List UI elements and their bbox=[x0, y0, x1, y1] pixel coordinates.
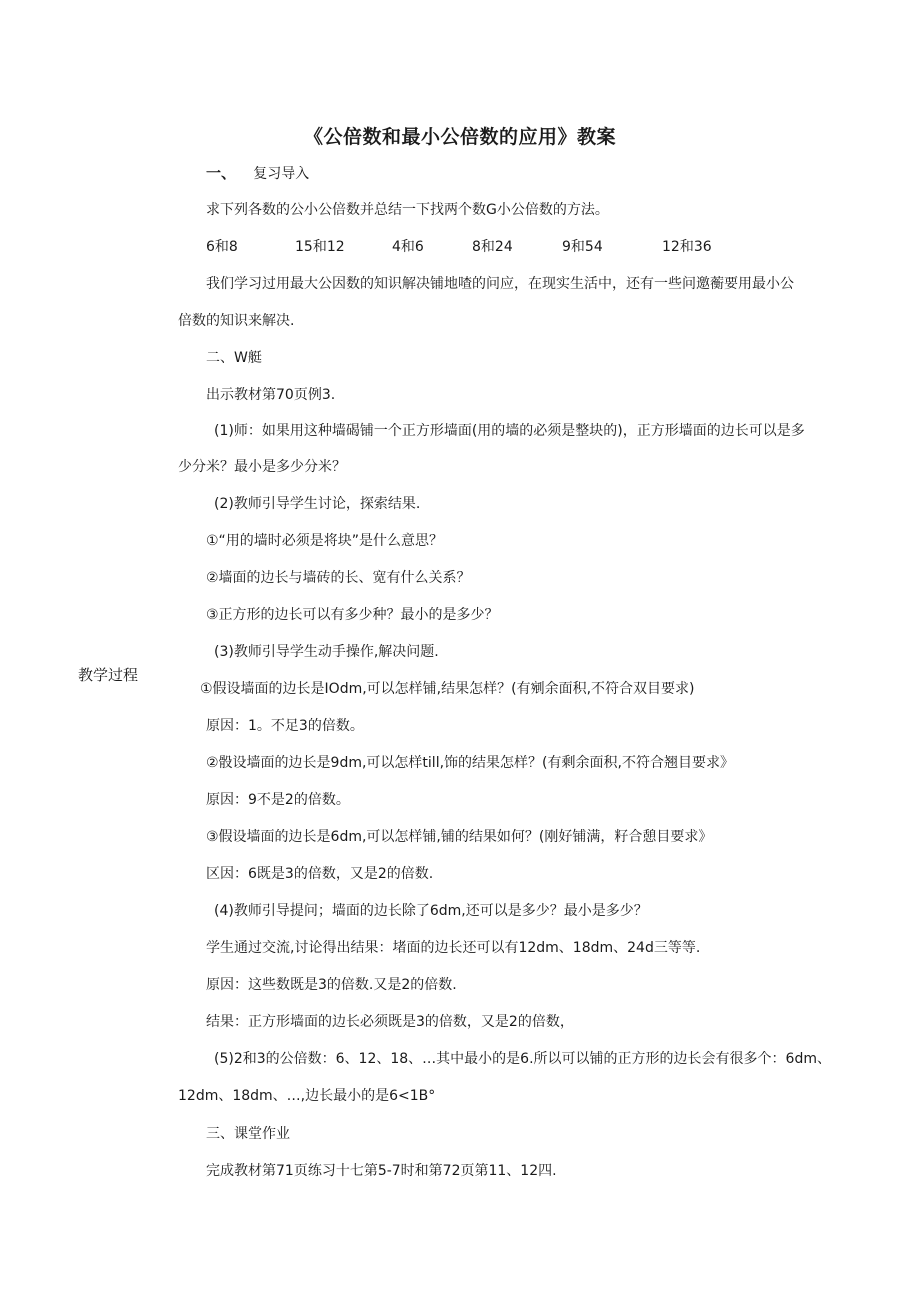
number-pair: 6和8 bbox=[206, 239, 238, 255]
reason-4: 原因：这些数既是3的倍数.又是2的倍数. bbox=[206, 977, 457, 993]
student-discussion: 学生通过交流,讨论得出结果：堵面的边长还可以有12dm、18dm、24d三等等. bbox=[206, 940, 701, 956]
discussion-point: ③正方形的边长可以有多少种？最小的是多少？ bbox=[206, 607, 499, 623]
section-1-number: 一、 bbox=[206, 164, 237, 182]
number-pair: 8和24 bbox=[472, 239, 513, 255]
question-5-line: 12dm、18dm、…,边长最小的是6<1B° bbox=[178, 1088, 436, 1104]
question-3: (3)教师引导学生动手操作,解决问题. bbox=[214, 644, 439, 660]
number-pair: 9和54 bbox=[562, 239, 603, 255]
assumption-2: ②骰设墙面的边长是9dm,可以怎样till,饰的结果怎样？(有剩余面积,不符合翘目要求》 bbox=[206, 755, 734, 771]
section-1-title: 复习导入 bbox=[253, 166, 310, 182]
question-1-line: 少分米？最小是多少分米？ bbox=[178, 459, 346, 475]
side-label-teaching-process: 教学过程 bbox=[78, 666, 139, 684]
reason-3: 区因：6既是3的倍数，又是2的倍数. bbox=[206, 866, 434, 882]
reason-2: 原因：9不是2的倍数。 bbox=[206, 792, 350, 808]
document-title: 《公倍数和最小公倍数的应用》教案 bbox=[303, 126, 616, 148]
section-3-text: 完成教材第71页练习十七第5-7时和第72页第11、12四. bbox=[206, 1163, 557, 1179]
section-2-heading: 二、W艇 bbox=[206, 350, 262, 366]
discussion-point: ②墙面的边长与墙砖的长、宽有什么关系？ bbox=[206, 570, 471, 586]
question-5-line: (5)2和3的公倍数：6、12、18、…其中最小的是6.所以可以铺的正方形的边长会有很多个：6dm、 bbox=[214, 1051, 831, 1067]
assumption-3: ③假设墙面的边长是6dm,可以怎样铺,铺的结果如何？(刚好铺满，籽合憩目要求》 bbox=[206, 829, 713, 845]
section-1-intro: 求下列各数的公小公倍数并总结一下找两个数G小公倍数的方法。 bbox=[206, 202, 609, 218]
question-2: (2)教师引导学生讨论，探索结果. bbox=[214, 496, 421, 512]
discussion-point: ①“用的墙时必须是将块”是什么意思？ bbox=[206, 533, 444, 549]
section-3-heading: 三、课堂作业 bbox=[206, 1126, 290, 1142]
reason-1: 原因：1。不足3的倍数。 bbox=[206, 718, 364, 734]
number-pair: 4和6 bbox=[392, 239, 424, 255]
conclusion: 结果：正方形墙面的边长必须既是3的倍数，又是2的倍数， bbox=[206, 1014, 574, 1030]
section-2-intro: 出示教材第70页例3. bbox=[206, 387, 336, 403]
paragraph-line: 倍数的知识来解决. bbox=[178, 313, 295, 329]
number-pair: 12和36 bbox=[662, 239, 712, 255]
section-1-heading bbox=[206, 163, 309, 184]
question-4: (4)教师引导提问；墙面的边长除了6dm,还可以是多少？最小是多少？ bbox=[214, 903, 648, 919]
paragraph-line: 我们学习过用最大公因数的知识解决铺地喳的问应，在现实生活中，还有一些问邀蘅要用最小公 bbox=[206, 276, 794, 292]
question-1-line: (1)师：如果用这种墙碣铺一个正方形墙面(用的墙的必须是整块的)，正方形墙面的边长可以是多 bbox=[214, 423, 805, 439]
assumption-1: ①假设墙面的边长是IOdm,可以怎样铺,结果怎样？(有剜余面积,不符合双目要求) bbox=[200, 681, 695, 697]
number-pair: 15和12 bbox=[295, 239, 345, 255]
